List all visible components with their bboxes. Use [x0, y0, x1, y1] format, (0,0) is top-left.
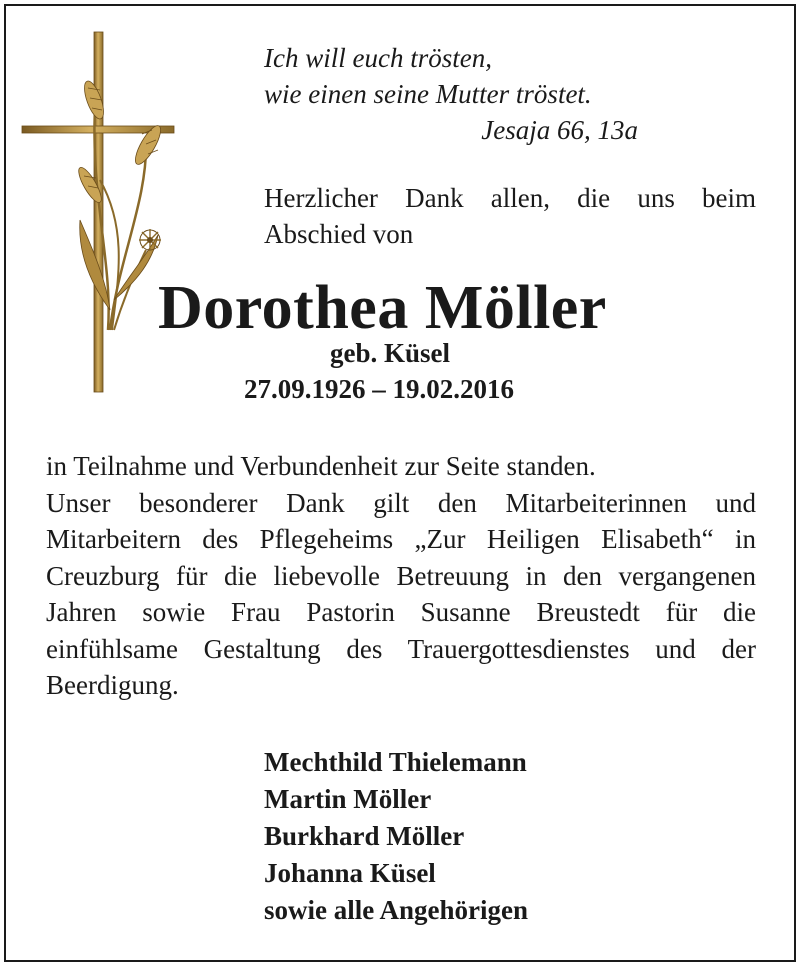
thanks-line-2: Abschied von	[264, 219, 414, 249]
bible-quote	[264, 40, 638, 148]
signer: sowie alle Angehörigen	[264, 895, 528, 925]
quote-reference: Jesaja 66, 13a	[481, 115, 638, 145]
signer: Burkhard Möller	[264, 821, 465, 851]
life-dates: 27.09.1926 – 19.02.2016	[244, 374, 514, 404]
quote-line-1: Ich will euch trösten,	[264, 43, 492, 73]
quote-line-2: wie einen seine Mutter tröstet.	[264, 79, 592, 109]
deceased-name: Dorothea Möller	[158, 274, 607, 342]
signers-list	[264, 744, 528, 929]
body-first-line: in Teilnahme und Verbundenheit zur Seite standen.	[46, 451, 596, 481]
signer: Mechthild Thielemann	[264, 747, 527, 777]
signer: Martin Möller	[264, 784, 432, 814]
body-text	[46, 448, 756, 704]
body-paragraph: Unser besonderer Dank gilt den Mitarbeiterinnen und Mitarbeitern des Pflegeheims „Zur Heiligen Elisabeth“ in Creuzburg für die liebevolle Betreuung in den vergangenen Jahren sowie Frau Pastorin Susanne Breustedt für die einfühlsame Gestaltung des Trauergottesdienstes und der Beerdigung.	[46, 487, 756, 700]
thanks-line-1: Herzlicher Dank allen, die uns beim	[264, 183, 756, 213]
thanks-intro	[264, 180, 756, 252]
signer: Johanna Küsel	[264, 858, 436, 888]
maiden-name: geb. Küsel	[330, 338, 451, 368]
